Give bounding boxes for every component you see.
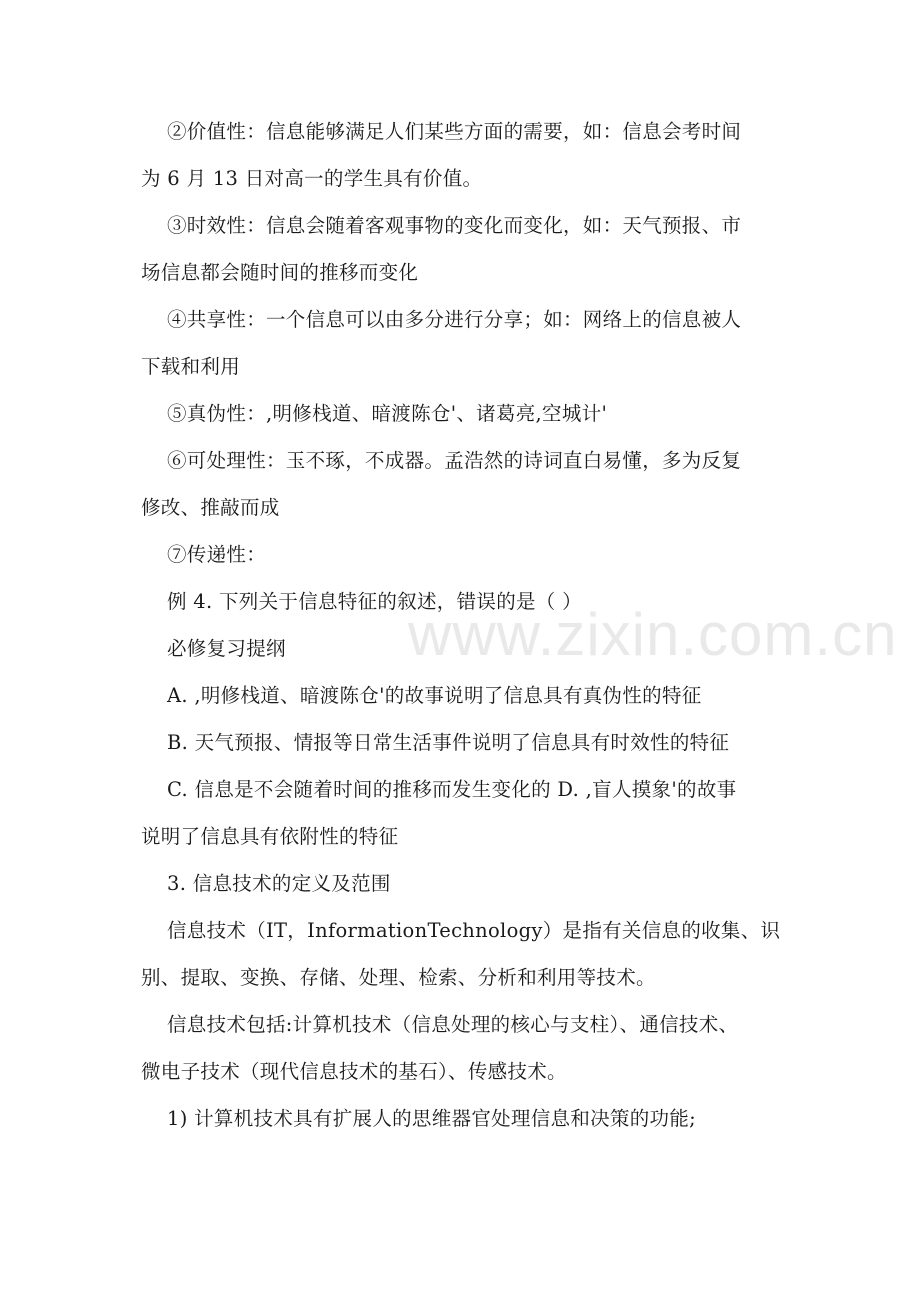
- example-question: 例 4. 下列关于信息特征的叙述，错误的是（ ）: [167, 590, 582, 613]
- paragraph-line-it-definition: 信息技术（IT，InformationTechnology）是指有关信息的收集、识: [167, 919, 781, 942]
- paragraph-line-authenticity: ⑤真伪性：,明修栈道、暗渡陈仓'、诸葛亮,空城计': [167, 402, 608, 425]
- paragraph-line-transmissibility: ⑦传递性：: [167, 543, 267, 566]
- option-d-cont: 说明了信息具有依附性的特征: [141, 825, 399, 848]
- paragraph-line-processability-cont: 修改、推敲而成: [141, 496, 280, 519]
- paragraph-line-it-scope: 信息技术包括:计算机技术（信息处理的核心与支柱）、通信技术、: [167, 1013, 739, 1036]
- paragraph-line-value: ②价值性：信息能够满足人们某些方面的需要，如：信息会考时间: [167, 120, 742, 143]
- paragraph-line-timeliness: ③时效性：信息会随着客观事物的变化而变化，如：天气预报、市: [167, 214, 742, 237]
- paragraph-line-value-cont: 为 6 月 13 日对高一的学生具有价值。: [141, 167, 483, 190]
- paragraph-line-timeliness-cont: 场信息都会随时间的推移而变化: [141, 261, 419, 284]
- outline-heading: 必修复习提纲: [167, 637, 286, 660]
- paragraph-line-processability: ⑥可处理性：玉不琢，不成器。孟浩然的诗词直白易懂，多为反复: [167, 449, 742, 472]
- paragraph-line-it-scope-cont: 微电子技术（现代信息技术的基石）、传感技术。: [141, 1060, 567, 1083]
- list-item-computer-tech: 1) 计算机技术具有扩展人的思维器官处理信息和决策的功能;: [167, 1107, 696, 1130]
- document-body: [141, 120, 781, 1154]
- watermark-text: www.zixin.com.cn: [408, 601, 898, 668]
- paragraph-line-it-definition-cont: 别、提取、变换、存储、处理、检索、分析和利用等技术。: [141, 966, 656, 989]
- section-heading-it: 3. 信息技术的定义及范围: [167, 872, 391, 895]
- option-c-d: C. 信息是不会随着时间的推移而发生变化的 D. ,盲人摸象'的故事: [167, 778, 737, 801]
- option-b: B. 天气预报、情报等日常生活事件说明了信息具有时效性的特征: [167, 731, 730, 754]
- option-a: A. ,明修栈道、暗渡陈仓'的故事说明了信息具有真伪性的特征: [167, 684, 702, 707]
- paragraph-line-sharing-cont: 下载和利用: [141, 355, 241, 378]
- paragraph-line-sharing: ④共享性：一个信息可以由多分进行分享；如：网络上的信息被人: [167, 308, 742, 331]
